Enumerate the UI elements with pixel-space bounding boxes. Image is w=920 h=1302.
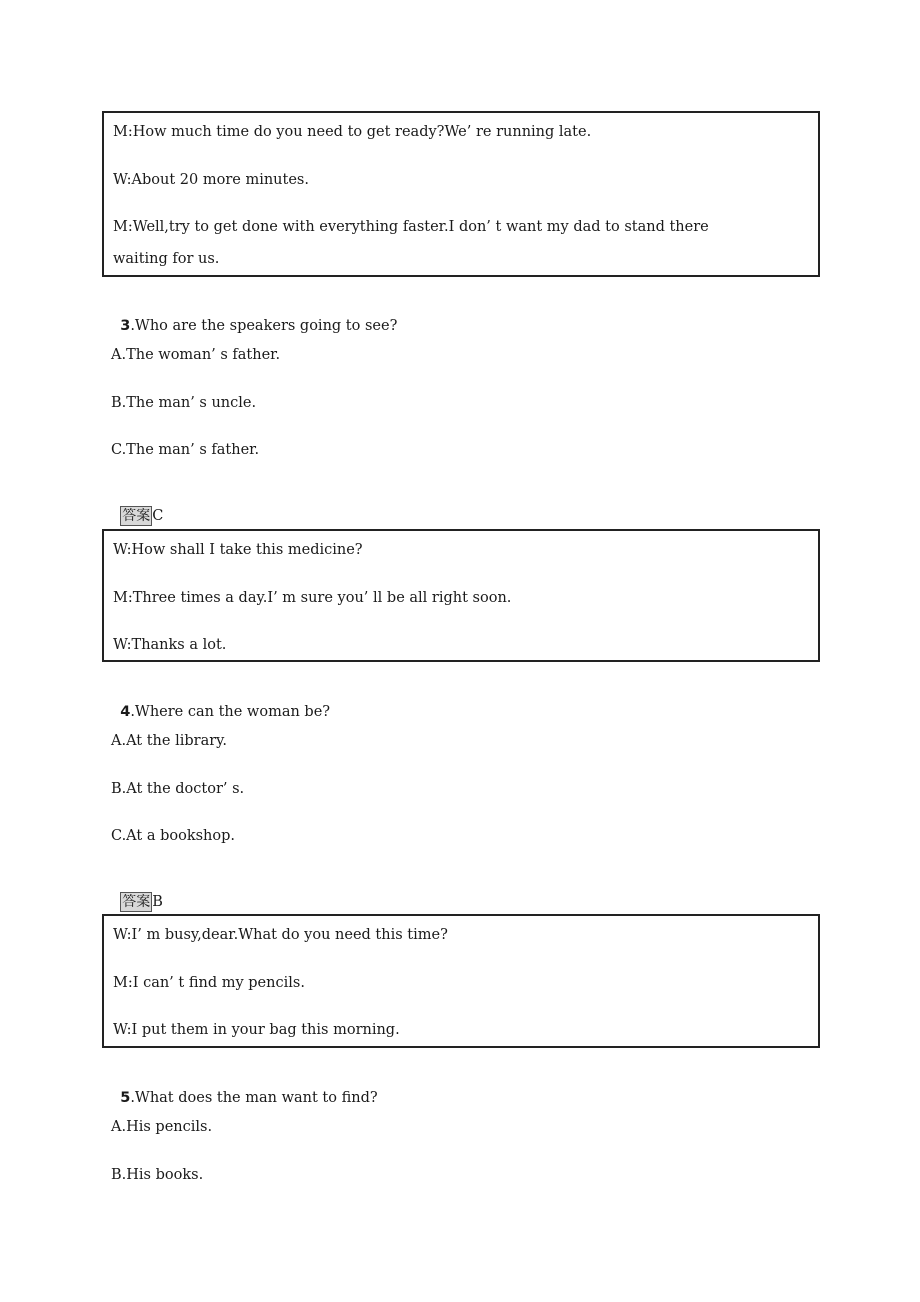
question-stem: .Where can the woman be? bbox=[130, 704, 331, 720]
answer-value: B bbox=[152, 894, 163, 910]
option-b: B.The man’ s uncle. bbox=[111, 395, 257, 411]
transcript-line: W:Thanks a lot. bbox=[113, 637, 227, 653]
question-stem: .What does the man want to find? bbox=[130, 1090, 378, 1106]
option-a: A.The woman’ s father. bbox=[111, 347, 281, 363]
answer-line bbox=[111, 874, 163, 912]
question-3 bbox=[111, 299, 397, 335]
question-stem: .Who are the speakers going to see? bbox=[130, 318, 398, 334]
answer-line bbox=[111, 488, 163, 526]
question-number: 4 bbox=[120, 704, 131, 720]
question-number: 5 bbox=[120, 1090, 131, 1106]
option-b: B.At the doctor’ s. bbox=[111, 781, 245, 797]
transcript-line: M:Well,try to get done with everything faster.I don’ t want my dad to stand there bbox=[113, 219, 709, 235]
transcript-line: M:I can’ t find my pencils. bbox=[113, 975, 305, 991]
transcript-line: W:I put them in your bag this morning. bbox=[113, 1022, 400, 1038]
option-c: C.At a bookshop. bbox=[111, 828, 236, 844]
transcript-line: M:Three times a day.I’ m sure you’ ll be all right soon. bbox=[113, 590, 512, 606]
transcript-box-2 bbox=[102, 529, 820, 662]
transcript-box-3 bbox=[102, 914, 820, 1048]
transcript-line: W:I’ m busy,dear.What do you need this time? bbox=[113, 927, 448, 943]
transcript-box-1 bbox=[102, 111, 820, 277]
option-a: A.At the library. bbox=[111, 733, 228, 749]
transcript-line: M:How much time do you need to get ready?We’ re running late. bbox=[113, 124, 592, 140]
transcript-line: waiting for us. bbox=[113, 251, 220, 267]
answer-badge: 答案 bbox=[122, 894, 151, 910]
transcript-line: W:How shall I take this medicine? bbox=[113, 542, 363, 558]
option-b: B.His books. bbox=[111, 1167, 204, 1183]
option-a: A.His pencils. bbox=[111, 1119, 213, 1135]
question-number: 3 bbox=[120, 318, 131, 334]
answer-badge: 答案 bbox=[122, 508, 151, 524]
option-c: C.The man’ s father. bbox=[111, 442, 260, 458]
answer-value: C bbox=[152, 508, 164, 524]
transcript-line: W:About 20 more minutes. bbox=[113, 172, 309, 188]
question-5 bbox=[111, 1071, 378, 1107]
question-4 bbox=[111, 685, 330, 721]
